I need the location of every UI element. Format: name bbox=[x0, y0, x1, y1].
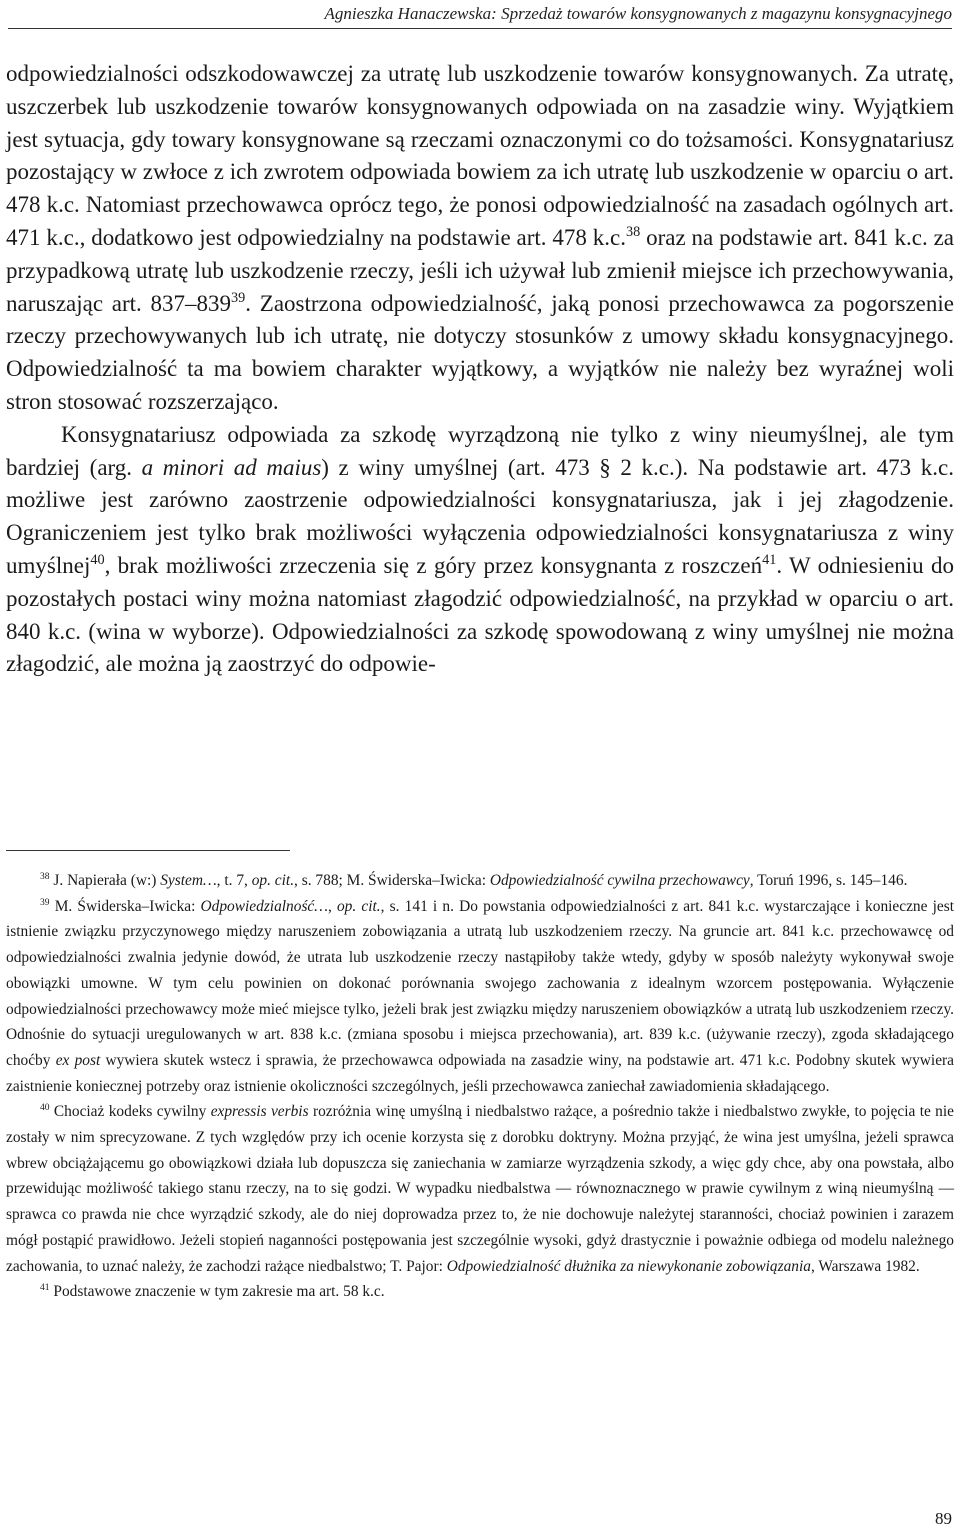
body-text-span: odpowiedzialności odszkodowawczej za utratę lub uszkodzenie towarów konsygnowanych. Za utratę, uszczerbek lub uszkodzenie towarów konsygnowanych odpowiada on na zasadzie winy. Wyjątkiem jest sytuacja, gdy towary konsygnowane są rzeczami oznaczonymi co do tożsamości. Konsygnatariusz pozostający w zwłoce z ich zwrotem odpowiada bowiem za ich utratę lub uszkodzenie w oparciu o art. 478 k.c. Natomiast przechowawca oprócz tego, że ponosi odpowiedzialność na zasadach ogólnych art. 471 k.c., dodatkowo jest odpowiedzialny na podstawie art. 478 k.c. bbox=[6, 61, 954, 250]
footnote-text: , bbox=[327, 897, 337, 915]
footnote-text: , t. 7, bbox=[216, 872, 252, 889]
footnote-number: 38 bbox=[40, 871, 50, 883]
footnote-text: rozróżnia winę umyślną i niedbalstwo rażące, a pośrednio także i niedbalstwo zwykłe, to pojęcia te nie zostały w nim sprecyzowane. Z tych względów przy ich ocenie korzysta się z dorobku doktryny. Można przyjąć, że wina jest umyślna, jeżeli sprawca wbrew obciążającemu go obowiązkowi działa lub dopuszcza się zaniechania w zamiarze wyrządzenia szkody, a więc gdy chce, aby ona powstała, albo przewidując możliwość takiego stanu rzeczy, na to się godzi. W wypadku niedbalstwa — równoznacznego w prawie cywilnym z winą nieumyślną — sprawca co prawda nie chce wyrządzić szkody, ale do niej doprowadza przez to, że nie dochowuje należytej staranności, chociaż powinien i zarazem mógł postąpić prawidłowo. Jeżeli stopień naganności postępowania jest szczególnie wysoki, gdyż drastycznie i poważnie odbiega od modelu należnego zachowania, to uznać należy, że zachodzi rażące niedbalstwo; T. Pajor: bbox=[6, 1103, 954, 1275]
footnote-text: J. Napierała (w:) bbox=[49, 872, 161, 889]
footnotes bbox=[6, 868, 954, 1305]
body-text-span: . Zaostrzona odpowiedzialność, jaką ponosi przechowawca za pogorszenie rzeczy przechowywanych lub ich utratę, nie dotyczy stosunków z umowy składu konsygnacyjnego. Odpowiedzialność ta ma bowiem charakter wyjątkowy, a wyjątków nie należy bez wyraźnej woli stron stosować rozszerzająco. bbox=[6, 290, 954, 414]
footnote-italic: op. cit. bbox=[336, 897, 381, 915]
body-text-span: , brak możliwości zrzeczenia się z góry przez konsygnanta z roszczeń bbox=[104, 552, 763, 578]
latin-phrase: a minori ad maius bbox=[141, 454, 322, 480]
footnote-number: 39 bbox=[40, 896, 50, 908]
footnote-ref-39[interactable]: 39 bbox=[231, 289, 246, 306]
footnote-number: 41 bbox=[40, 1282, 50, 1294]
footnote-number: 40 bbox=[40, 1102, 50, 1114]
footnote-text: Podstawowe znaczenie w tym zakresie ma art. 58 k.c. bbox=[49, 1283, 385, 1301]
page-number: 89 bbox=[935, 1509, 952, 1528]
footnote-text: wywiera skutek wstecz i sprawia, że przechowawca odpowiada na zasadzie winy, na podstawie art. 471 k.c. Podobny skutek wywiera zaistnienie koniecznej potrzeby oraz istnienie okoliczności szczególnych, jeśli przechowawca zaniechał zawiadomienia składającego. bbox=[6, 1051, 954, 1095]
footnote-ref-40[interactable]: 40 bbox=[90, 552, 105, 569]
body-paragraph-1 bbox=[6, 58, 954, 419]
footnote-text: , Toruń 1996, s. 145–146. bbox=[749, 872, 908, 889]
body-text-span: ) z winy umyślnej (art. 473 § 2 k.c.). Na podstawie art. 473 k.c. możliwe jest zarówno zaostrzenie odpowiedzialności konsygnatariusza, jak i jej złagodzenie. Ograniczeniem jest tylko brak możliwości wyłączenia odpowiedzialności konsygnatariusza z winy umyślnej bbox=[6, 454, 954, 578]
footnote-italic: ex post bbox=[55, 1051, 101, 1069]
body-paragraph-2 bbox=[6, 419, 954, 681]
footnote-38 bbox=[6, 868, 954, 894]
footnote-italic: Odpowiedzialność cywilna przechowawcy bbox=[489, 872, 750, 889]
footnote-text: , s. 141 i n. Do powstania odpowiedzialności z art. 841 k.c. wystarczające i konieczne jest istnienie związku przyczynowego między naruszeniem zobowiązania a utratą lub uszkodzeniem rzeczy. Na gruncie art. 841 k.c. przechowawcę od odpowiedzialności zwalnia jedynie dowód, że utrata lub uszkodzenie rzeczy nastąpiłoby także wtedy, gdyby w sposób należyty wykonywał swoje obowiązki umowne. W tym celu powinien on dokonać porównania swojego zachowania z idealnym wzorcem postępowania. Wyłączenie odpowiedzialności przechowawcy może mieć miejsce tylko, jeżeli brak jest związku między naruszeniem obowiązków a utratą lub uszkodzeniem rzeczy. Odnośnie do sytuacji uregulowanych w art. 838 k.c. (zmiana sposobu i miejsca przechowania), art. 839 k.c. (używanie rzeczy), zgoda składającego choćby bbox=[6, 897, 954, 1069]
footnote-text: , Warszawa 1982. bbox=[810, 1257, 920, 1275]
footnote-separator bbox=[6, 850, 290, 851]
footnote-italic: op. cit. bbox=[251, 872, 295, 889]
body-text-span: oraz na podstawie art. 841 k.c. za przypadkową utratę lub uszkodzenie rzeczy, jeśli ich używał lub zmienił miejsce ich przechowywania, naruszając art. 837–839 bbox=[6, 224, 954, 316]
footnote-italic: Odpowiedzialność dłużnika za niewykonanie zobowiązania bbox=[446, 1257, 811, 1275]
body-text-span: Konsygnatariusz odpowiada za szkodę wyrządzoną nie tylko z winy nieumyślnej, ale tym bardziej (arg. bbox=[6, 421, 954, 480]
footnote-ref-41[interactable]: 41 bbox=[762, 552, 777, 569]
footnote-italic: Odpowiedzialność… bbox=[200, 897, 328, 915]
footnote-text: M. Świderska–Iwicka: bbox=[49, 897, 201, 915]
main-text bbox=[6, 58, 954, 681]
footnote-39 bbox=[6, 894, 954, 1100]
footnote-41 bbox=[6, 1279, 954, 1305]
footnote-italic: expressis verbis bbox=[210, 1103, 309, 1121]
body-text-span: . W odniesieniu do pozostałych postaci winy można natomiast złagodzić odpowiedzialność, na przykład w oparciu o art. 840 k.c. (wina w wyborze). Odpowiedzialności za szkodę spowodowaną z winy umyślnej nie można złagodzić, ale można ją zaostrzyć do odpowie- bbox=[6, 552, 954, 677]
footnote-italic: System… bbox=[160, 872, 217, 889]
footnote-40 bbox=[6, 1099, 954, 1279]
running-head: Agnieszka Hanaczewska: Sprzedaż towarów konsygnowanych z magazynu konsygnacyjnego bbox=[8, 2, 952, 29]
footnote-text: Chociaż kodeks cywilny bbox=[49, 1103, 211, 1121]
footnote-ref-38[interactable]: 38 bbox=[626, 224, 641, 241]
footnote-text: , s. 788; M. Świderska–Iwicka: bbox=[294, 872, 490, 889]
